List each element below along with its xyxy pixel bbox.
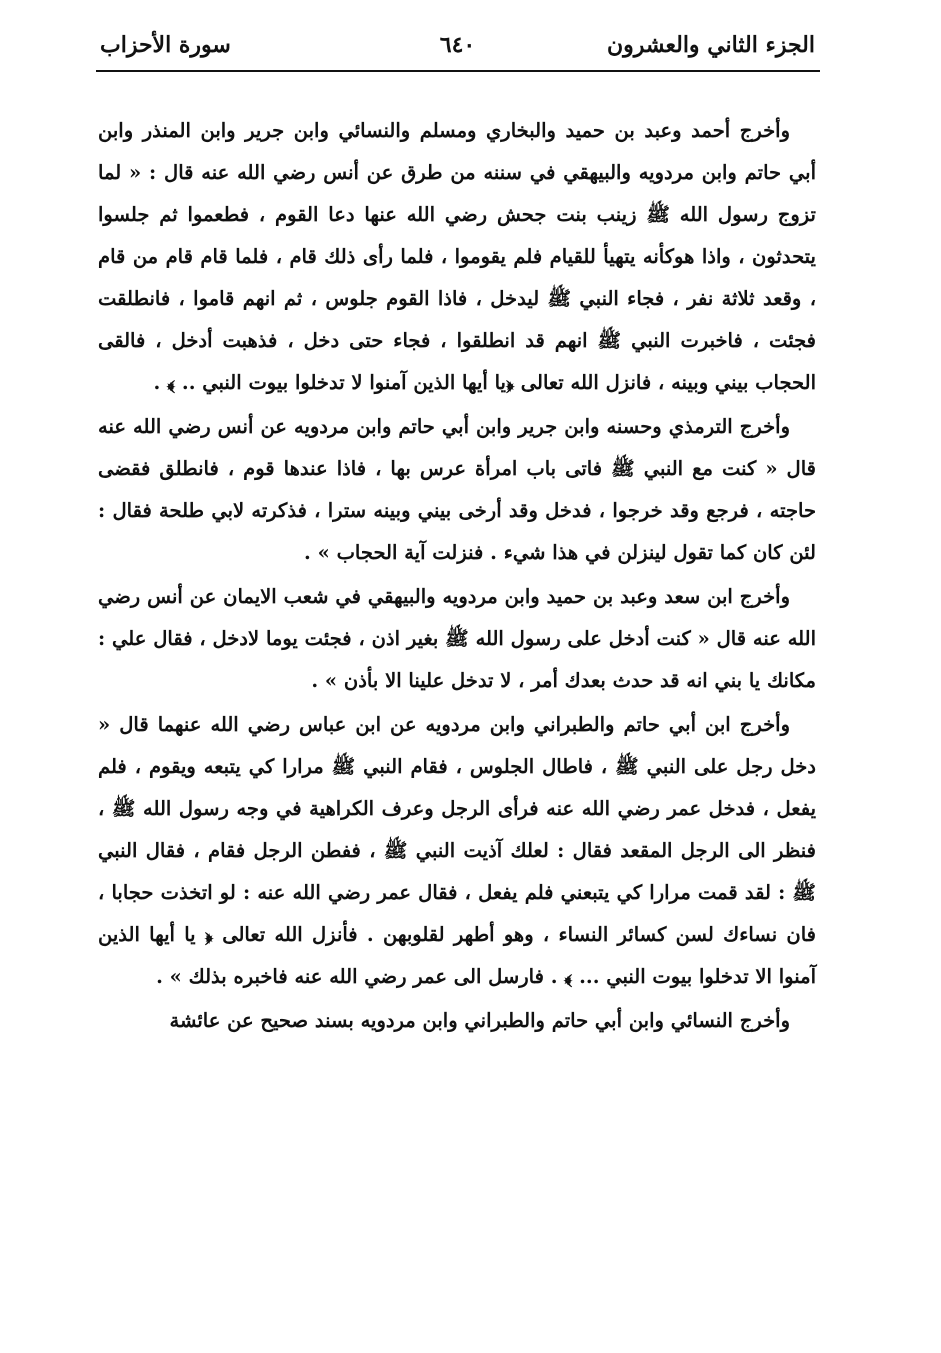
- page-number: ٦٤٠: [439, 32, 476, 58]
- paragraph-5: وأخرج النسائي وابن أبي حاتم والطبراني وابن مردويه بسند صحيح عن عائشة: [169, 1009, 790, 1032]
- header-divider: [96, 70, 820, 72]
- main-text: [98, 110, 816, 1042]
- paragraph-1: وأخرج أحمد وعبد بن حميد والبخاري ومسلم والنسائي وابن جرير وابن المنذر وابن أبي حاتم وابن مردويه والبيهقي في سننه من طرق عن أنس رضي الله عنه قال : « لما تزوج رسول الله ﷺ زينب بنت جحش رضي الله عنها دعا القوم ، فطعموا ثم جلسوا يتحدثون ، واذا هوكأنه يتهيأ للقيام فلم يقوموا ، فلما رأى ذلك قام ، فلما قام قام من قام ، وقعد ثلاثة نفر ، فجاء النبي ﷺ ليدخل ، فاذا القوم جلوس ، ثم انهم قاموا ، فانطلقت فجئت ، فاخبرت النبي ﷺ انهم قد انطلقوا ، فجاء حتى دخل ، فذهبت أدخل ، فالقى الحجاب بيني وبينه ، فانزل الله تعالى ﴿يا أيها الذين آمنوا لا تدخلوا بيوت النبي .. ﴾ .: [98, 119, 816, 394]
- page-header: [100, 28, 815, 68]
- surah-title: سورة الأحزاب: [100, 32, 231, 58]
- juz-title: الجزء الثاني والعشرون: [606, 32, 815, 58]
- paragraph-2: وأخرج الترمذي وحسنه وابن جرير وابن أبي حاتم وابن مردويه عن أنس رضي الله عنه قال « كنت مع النبي ﷺ فاتى باب امرأة عرس بها ، فاذا عندها قوم ، فانطلق فقضى حاجته ، فرجع وقد خرجوا ، فدخل وقد أرخى بيني وبينه سترا ، فذكرته لابي طلحة فقال : لئن كان كما تقول لينزلن في هذا شيء . فنزلت آية الحجاب » .: [98, 415, 816, 564]
- paragraph-4: وأخرج ابن أبي حاتم والطبراني وابن مردويه عن ابن عباس رضي الله عنهما قال « دخل رجل على النبي ﷺ ، فاطال الجلوس ، فقام النبي ﷺ مرارا كي يتبعه ويقوم ، فلم يفعل ، فدخل عمر رضي الله عنه فرأى الرجل وعرف الكراهية في وجه رسول الله ﷺ ، فنظر الى الرجل المقعد فقال : لعلك آذيت النبي ﷺ ، ففطن الرجل فقام ، فقال النبي ﷺ : لقد قمت مرارا كي يتبعني فلم يفعل ، فقال عمر رضي الله عنه : لو اتخذت حجابا ، فان نساءك لسن كسائر النساء ، وهو أطهر لقلوبهن . فأنزل الله تعالى ﴿ يا أيها الذين آمنوا الا تدخلوا بيوت النبي ... ﴾ . فارسل الى عمر رضي الله عنه فاخبره بذلك » .: [98, 713, 816, 988]
- paragraph-3: وأخرج ابن سعد وعبد بن حميد وابن مردويه والبيهقي في شعب الايمان عن أنس رضي الله عنه قال « كنت أدخل على رسول الله ﷺ بغير اذن ، فجئت يوما لادخل ، فقال علي : مكانك يا بني انه قد حدث بعدك أمر ، لا تدخل علينا الا بأذن » .: [98, 585, 816, 692]
